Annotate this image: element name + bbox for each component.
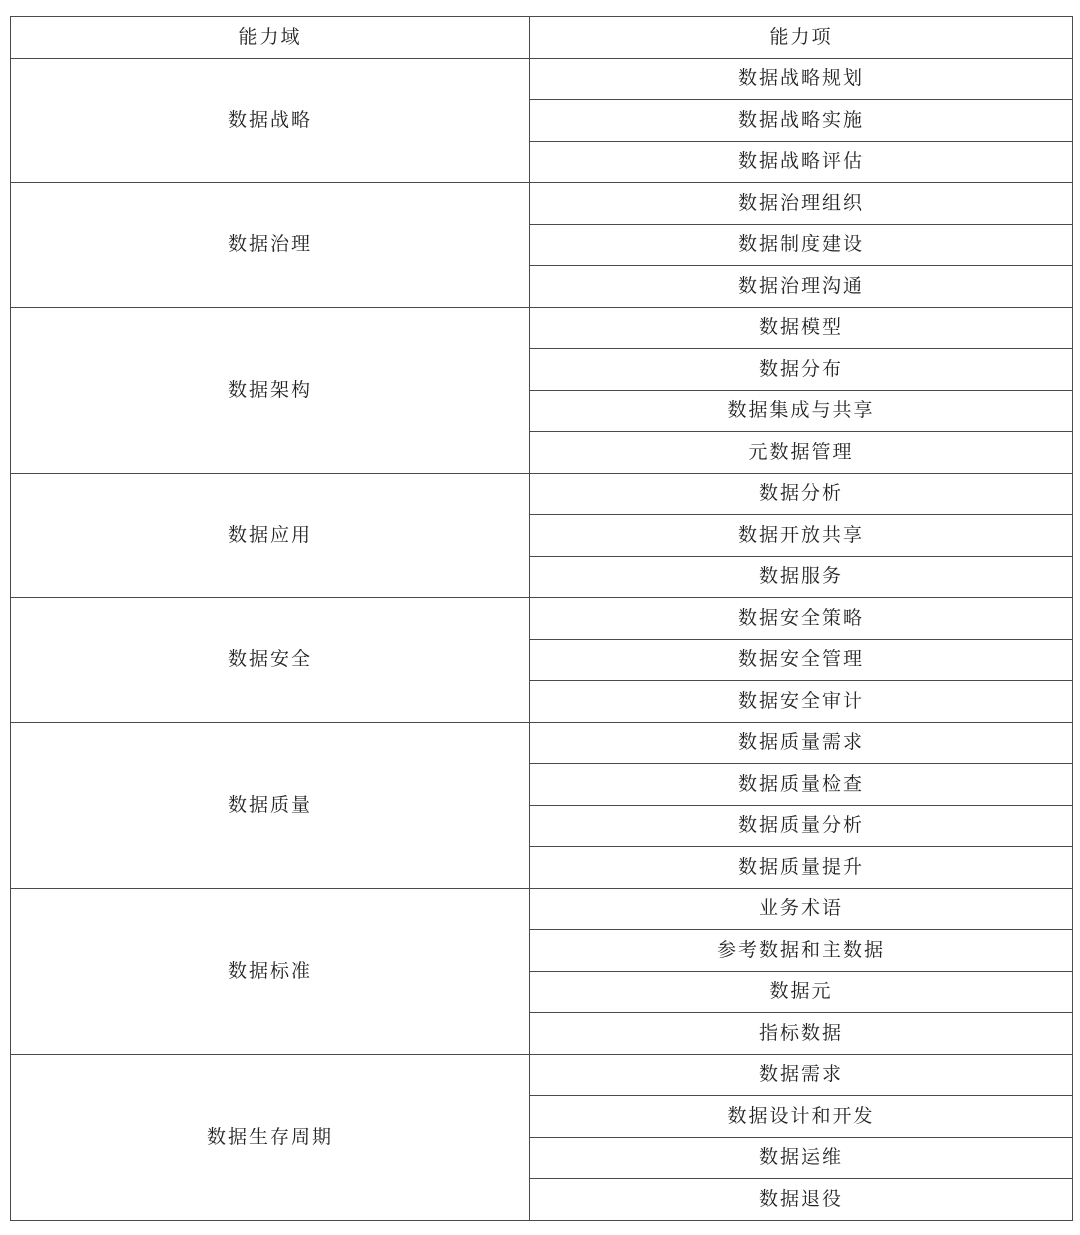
- capability-domain-cell: 数据生存周期: [11, 1054, 530, 1220]
- capability-item-cell: 数据退役: [530, 1179, 1073, 1221]
- header-row: [11, 17, 1073, 59]
- table-row: [11, 722, 1073, 764]
- capability-item-cell: 数据安全策略: [530, 598, 1073, 640]
- capability-domain-cell: 数据应用: [11, 473, 530, 598]
- capability-item-cell: 数据治理组织: [530, 183, 1073, 225]
- capability-item-cell: 数据战略实施: [530, 100, 1073, 142]
- capability-domain-cell: 数据架构: [11, 307, 530, 473]
- capability-item-cell: 数据战略规划: [530, 58, 1073, 100]
- table-row: [11, 1054, 1073, 1096]
- table-body: [11, 58, 1073, 1220]
- capability-table-container: [10, 16, 1072, 1221]
- capability-item-cell: 数据安全审计: [530, 681, 1073, 723]
- capability-item-cell: 数据制度建设: [530, 224, 1073, 266]
- capability-item-cell: 数据模型: [530, 307, 1073, 349]
- capability-item-cell: 指标数据: [530, 1013, 1073, 1055]
- capability-domain-cell: 数据战略: [11, 58, 530, 183]
- capability-domain-cell: 数据安全: [11, 598, 530, 723]
- capability-item-cell: 数据战略评估: [530, 141, 1073, 183]
- table-row: [11, 58, 1073, 100]
- capability-item-cell: 数据安全管理: [530, 639, 1073, 681]
- capability-table: [10, 16, 1073, 1221]
- capability-item-cell: 数据分布: [530, 349, 1073, 391]
- table-row: [11, 183, 1073, 225]
- capability-domain-cell: 数据治理: [11, 183, 530, 308]
- capability-item-cell: 数据质量检查: [530, 764, 1073, 806]
- capability-domain-cell: 数据质量: [11, 722, 530, 888]
- capability-item-cell: 参考数据和主数据: [530, 930, 1073, 972]
- capability-item-cell: 数据开放共享: [530, 515, 1073, 557]
- header-capability-item: 能力项: [530, 17, 1073, 59]
- capability-item-cell: 数据质量提升: [530, 847, 1073, 889]
- table-row: [11, 888, 1073, 930]
- capability-item-cell: 数据集成与共享: [530, 390, 1073, 432]
- capability-item-cell: 数据质量分析: [530, 805, 1073, 847]
- capability-item-cell: 数据设计和开发: [530, 1096, 1073, 1138]
- table-row: [11, 307, 1073, 349]
- capability-item-cell: 数据服务: [530, 556, 1073, 598]
- table-row: [11, 598, 1073, 640]
- header-capability-domain: 能力域: [11, 17, 530, 59]
- capability-item-cell: 数据运维: [530, 1137, 1073, 1179]
- capability-item-cell: 数据质量需求: [530, 722, 1073, 764]
- capability-item-cell: 数据元: [530, 971, 1073, 1013]
- capability-item-cell: 数据分析: [530, 473, 1073, 515]
- capability-domain-cell: 数据标准: [11, 888, 530, 1054]
- capability-item-cell: 数据治理沟通: [530, 266, 1073, 308]
- capability-item-cell: 数据需求: [530, 1054, 1073, 1096]
- capability-item-cell: 业务术语: [530, 888, 1073, 930]
- table-row: [11, 473, 1073, 515]
- capability-item-cell: 元数据管理: [530, 432, 1073, 474]
